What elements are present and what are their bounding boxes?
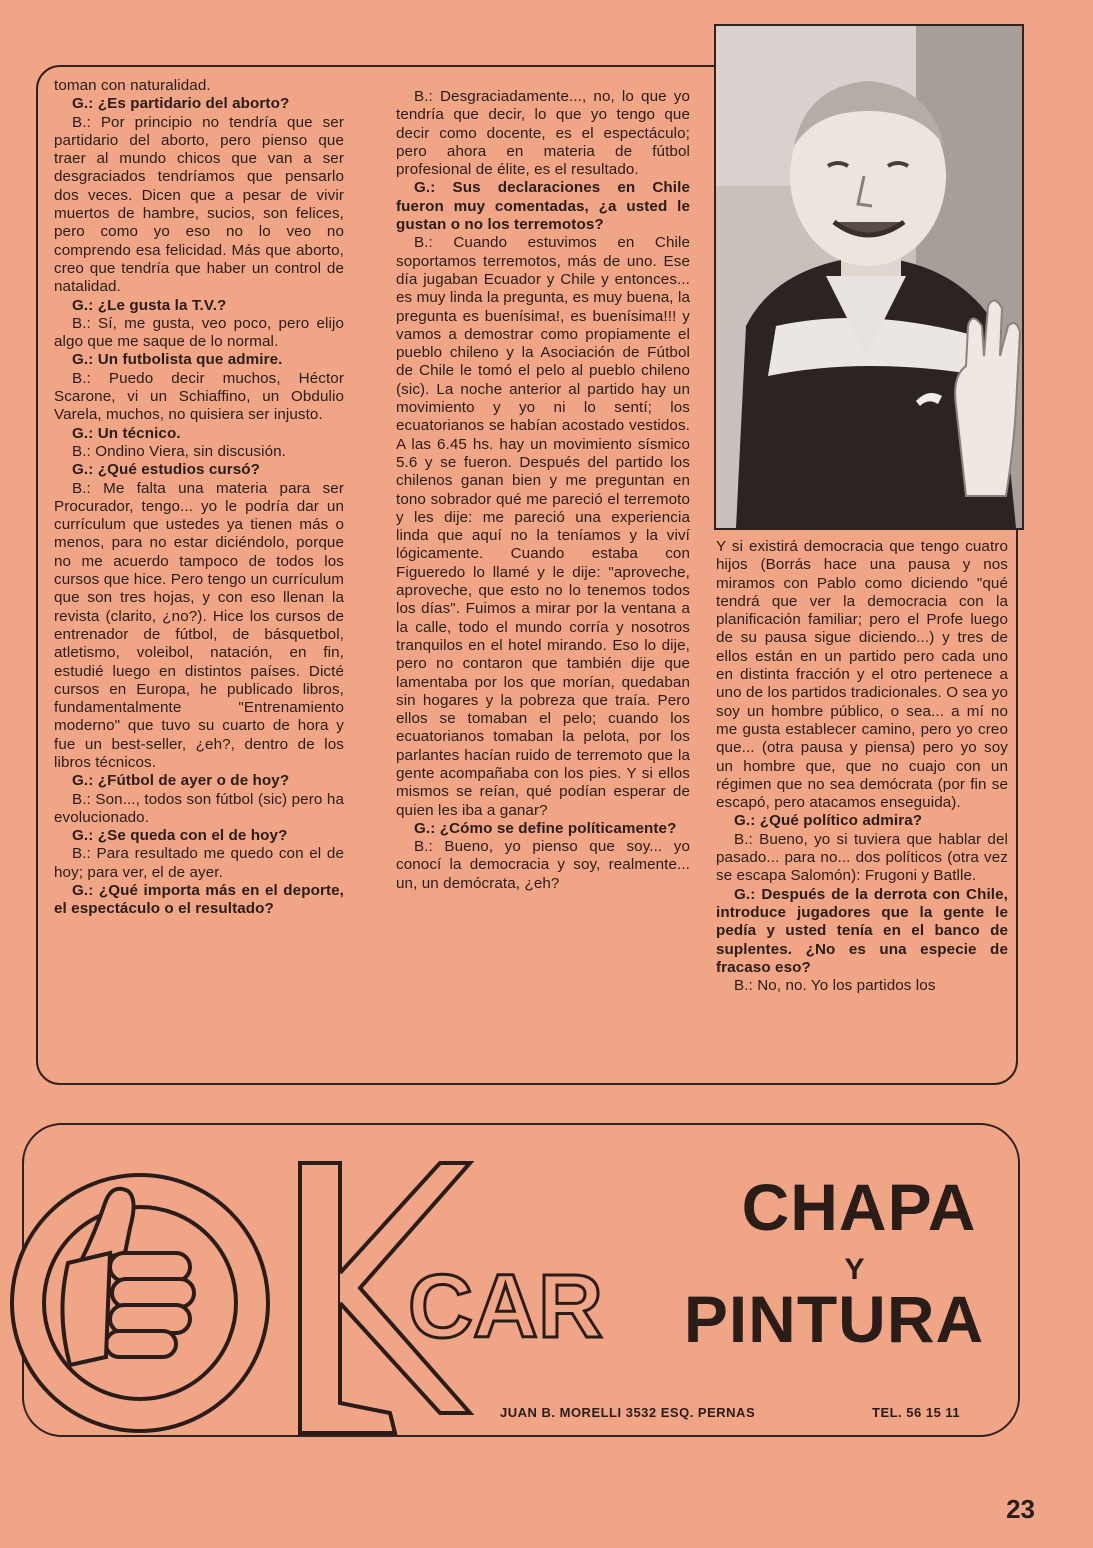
interview-paragraph <box>396 88 690 179</box>
interview-paragraph <box>54 297 344 315</box>
interview-paragraph <box>54 845 344 882</box>
interview-paragraph <box>396 179 690 234</box>
speaker-label: B.: <box>414 838 445 856</box>
paragraph-text: ¿Fútbol de ayer o de hoy? <box>97 772 290 790</box>
page-number: 23 <box>1006 1494 1035 1524</box>
speaker-label: G.: <box>72 296 98 314</box>
interview-paragraph <box>54 95 344 113</box>
interview-paragraph <box>716 538 1008 812</box>
speaker-label: B.: <box>72 790 96 808</box>
interview-paragraph <box>716 812 1008 830</box>
ad-headline-y: Y <box>844 1253 866 1286</box>
ad-address: JUAN B. MORELLI 3532 ESQ. PERNAS <box>500 1405 756 1420</box>
speaker-label: G.: <box>72 882 99 900</box>
speaker-label: B.: <box>734 830 760 848</box>
interview-paragraph <box>54 351 344 369</box>
interview-paragraph <box>396 234 690 820</box>
interview-paragraph <box>716 831 1008 886</box>
interview-paragraph <box>54 370 344 425</box>
speaker-label: B.: <box>72 113 101 131</box>
speaker-label: B.: <box>734 977 758 995</box>
speaker-label: G.: <box>72 772 98 790</box>
paragraph-text: ¿Qué político admira? <box>759 812 923 830</box>
speaker-label: B.: <box>72 479 104 497</box>
interviewee-photo <box>714 24 1024 530</box>
ad-headline-chapa: CHAPA <box>741 1170 977 1244</box>
interview-paragraph <box>54 882 344 919</box>
speaker-label: B.: <box>414 234 454 252</box>
paragraph-text: Para resultado me quedo con el de hoy; para ver, el de ayer. <box>54 845 344 881</box>
paragraph-text: ¿Le gusta la T.V.? <box>97 296 227 314</box>
paragraph-text: Cuando estuvimos en Chile soportamos terremotos, más de uno. Ese día jugaban Ecuador y Chile y entonces... es muy linda la pregunta, es muy buena, la pregunta es buenísima!, es buenísima!!! y vamos a demostrar como propiamente el pueblo chileno y la Asociación de Fútbol de Chile le tomó el pelo al pueblo chileno (sic). La noche anterior al partido hay un movimiento y yo ni lo sentí; los ecuatorianos se habían acostado vestidos. A las 6.45 hs. hay un movimiento sísmico 5.6 y se fueron. Después del partido los chilenos ganan bien y me preguntan en tono sobrador qué me pareció el terremoto y les dije: me pareció una experiencia linda que aquí no la teníamos y la viví lógicamente. Cuando estaba con Figueredo lo llamé y le dije: "aproveche, aproveche, que esto no lo tenemos todos los días". Fuimos a mirar por la ventana a la calle, todo el mundo corría y nosotros tranquilos en el hotel mirando. Eso lo dije, pero no contaron que también dije que lamentaba por los que morían, quedaban sin hogares y la pobreza que traía. Pero ellos se tomaban el pelo; cuando los ecuatorianos tomaban la pelota, por los parlantes hacían ruido de terremoto que la gente acompañaba con los pies. Y si ellos mismos se reían, qué podían esperar de quien les iba a ganar? <box>396 234 690 819</box>
interview-paragraph <box>54 443 344 461</box>
paragraph-text: toman con naturalidad. <box>54 77 211 94</box>
speaker-label: B.: <box>72 442 96 460</box>
interview-paragraph <box>716 977 1008 995</box>
interview-paragraph <box>396 820 690 838</box>
paragraph-text: Ondino Viera, sin discusión. <box>95 442 286 460</box>
speaker-label: G.: <box>72 95 98 113</box>
article-column-2 <box>396 88 690 893</box>
paragraph-text: Me falta una materia para ser Procurador, tengo... yo le podría dar un currículum que ustedes ya tienen más o menos, para no estar diciéndolo, porque no me acuerdo tampoco de todos los cursos que hice. Pero tengo un currículum que son tres hojas, y con eso llenan la revista (clarito, ¿no?). Hice los cursos de entrenador de fútbol, de básquetbol, atletismo, voleibol, natación, en fin, estudié luego en distintos países. Dicté cursos en Europa, he publicado libros, fundamentalmente "Entrenamiento moderno" que tuvo su cuarto de hora y fue un best-seller, ¿eh?, dentro de los libros técnicos. <box>54 479 344 771</box>
paragraph-text: Un técnico. <box>97 424 181 442</box>
speaker-label: B.: <box>72 369 109 387</box>
paragraph-text: Bueno, yo si tuviera que hablar del pasado... para no... dos políticos (otra vez se escapa Salomón): Frugoni y Batlle. <box>716 830 1008 885</box>
interview-paragraph <box>716 886 1008 977</box>
paragraph-text: Un futbolista que admire. <box>97 351 283 369</box>
speaker-label: G.: <box>414 179 453 197</box>
speaker-label: B.: <box>72 845 97 863</box>
interview-paragraph <box>54 772 344 790</box>
speaker-label: B.: <box>414 88 440 105</box>
paragraph-text: ¿Qué estudios cursó? <box>97 461 261 479</box>
speaker-label: G.: <box>72 351 98 369</box>
speaker-label: G.: <box>72 461 98 479</box>
paragraph-text: Son..., todos son fútbol (sic) pero ha evolucionado. <box>54 790 344 826</box>
speaker-label: G.: <box>734 885 762 903</box>
interview-paragraph <box>54 114 344 297</box>
paragraph-text: Bueno, yo pienso que soy... yo conocí la democracia y soy, realmente... un, un demócrata, ¿eh? <box>396 838 690 892</box>
interview-paragraph <box>54 461 344 479</box>
interview-paragraph <box>54 315 344 352</box>
interviewee-photo-illustration <box>716 26 1022 528</box>
paragraph-text: Y si existirá democracia que tengo cuatro hijos (Borrás hace una pausa y nos miramos con Pablo como diciendo "qué tendrá que ver la democracia con la planificación familiar; pero el Profe luego de su pausa sigue diciendo...) y tres de ellos están en un partido pero cada uno en distinta fracción y el otro pertenece a uno de los partidos tradicionales. O sea yo soy un hombre público, o sea... a mí no me gusta establecer camino, pero yo creo que... (otra pausa y piensa) pero yo soy un hombre que, que no cuajo con un régimen que no sea demócrata (por fin se escapó, pero atacamos enseguida). <box>716 538 1008 812</box>
article-column-3 <box>716 538 1008 995</box>
car-wordmark: CAR <box>408 1257 603 1357</box>
interview-paragraph <box>54 77 344 95</box>
paragraph-text: Puedo decir muchos, Héctor Scarone, vi un Schiaffino, un Obdulio Varela, muchos, no quisiera ser injusto. <box>54 369 344 424</box>
speaker-label: G.: <box>72 827 98 845</box>
interview-paragraph <box>54 425 344 443</box>
paragraph-text: ¿Cómo se define políticamente? <box>439 819 677 837</box>
interview-paragraph <box>54 791 344 828</box>
speaker-label: G.: <box>734 812 760 830</box>
article-column-1 <box>54 77 344 919</box>
paragraph-text: Por principio no tendría que ser partidario del aborto, pero pienso que traer al mundo chicos que van a ser desgraciados tendríamos que pensarlo dos veces. Dicen que a pesar de vivir muertos de hambre, sucios, son felices, pero como yo eso no lo veo no comprendo esa felicidad. Más que aborto, creo que tendría que haber un control de natalidad. <box>54 113 344 296</box>
speaker-label: G.: <box>414 819 440 837</box>
interview-paragraph <box>396 838 690 893</box>
paragraph-text: Sí, me gusta, veo poco, pero elijo algo que me saque de lo normal. <box>54 314 344 351</box>
paragraph-text: Después de la derrota con Chile, introduce jugadores que la gente le pedía y usted tenía en el banco de suplentes. ¿No es una especie de fracaso eso? <box>716 885 1008 976</box>
paragraph-text: ¿Es partidario del aborto? <box>97 95 290 113</box>
paragraph-text: ¿Se queda con el de hoy? <box>97 827 288 845</box>
paragraph-text: Sus declaraciones en Chile fueron muy comentadas, ¿a usted le gustan o no los terremotos? <box>396 179 690 234</box>
paragraph-text: ¿Qué importa más en el deporte, el espectáculo o el resultado? <box>54 882 344 918</box>
ad-phone: TEL. 56 15 11 <box>872 1405 961 1420</box>
interview-paragraph <box>54 480 344 773</box>
paragraph-text: Desgraciadamente..., no, lo que yo tendría que decir, lo que yo tengo que decir como docente, es el espectáculo; pero ahora en materia de fútbol profesional de élite, es el resultado. <box>396 88 690 179</box>
ad-headline-pintura: PINTURA <box>683 1282 985 1356</box>
interview-paragraph <box>54 827 344 845</box>
paragraph-text: No, no. Yo los partidos los <box>757 977 936 995</box>
speaker-label: G.: <box>72 424 98 442</box>
speaker-label: B.: <box>72 314 99 332</box>
